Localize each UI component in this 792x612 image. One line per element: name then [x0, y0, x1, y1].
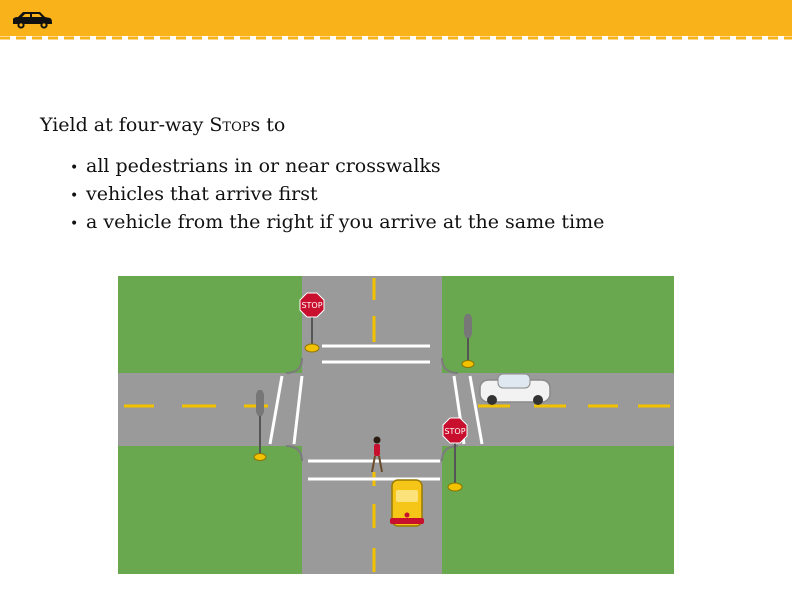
- slide-heading: Yield at four-way Stops to: [40, 114, 286, 136]
- list-item: • a vehicle from the right if you arrive at the same time: [70, 211, 605, 233]
- header-edge: [0, 34, 792, 40]
- list-item: • vehicles that arrive first: [70, 183, 318, 205]
- header-bar: [0, 0, 792, 36]
- horizontal-road: [118, 373, 674, 446]
- stop-word: Stop: [209, 114, 251, 136]
- yellow-car: [390, 480, 424, 526]
- stop-sign-label: STOP: [444, 427, 466, 436]
- stop-sign-label: STOP: [301, 301, 323, 310]
- list-item: • all pedestrians in or near crosswalks: [70, 155, 441, 177]
- intersection-illustration: [118, 276, 674, 574]
- car-icon: [10, 8, 54, 30]
- yield-rules-list: [70, 152, 604, 236]
